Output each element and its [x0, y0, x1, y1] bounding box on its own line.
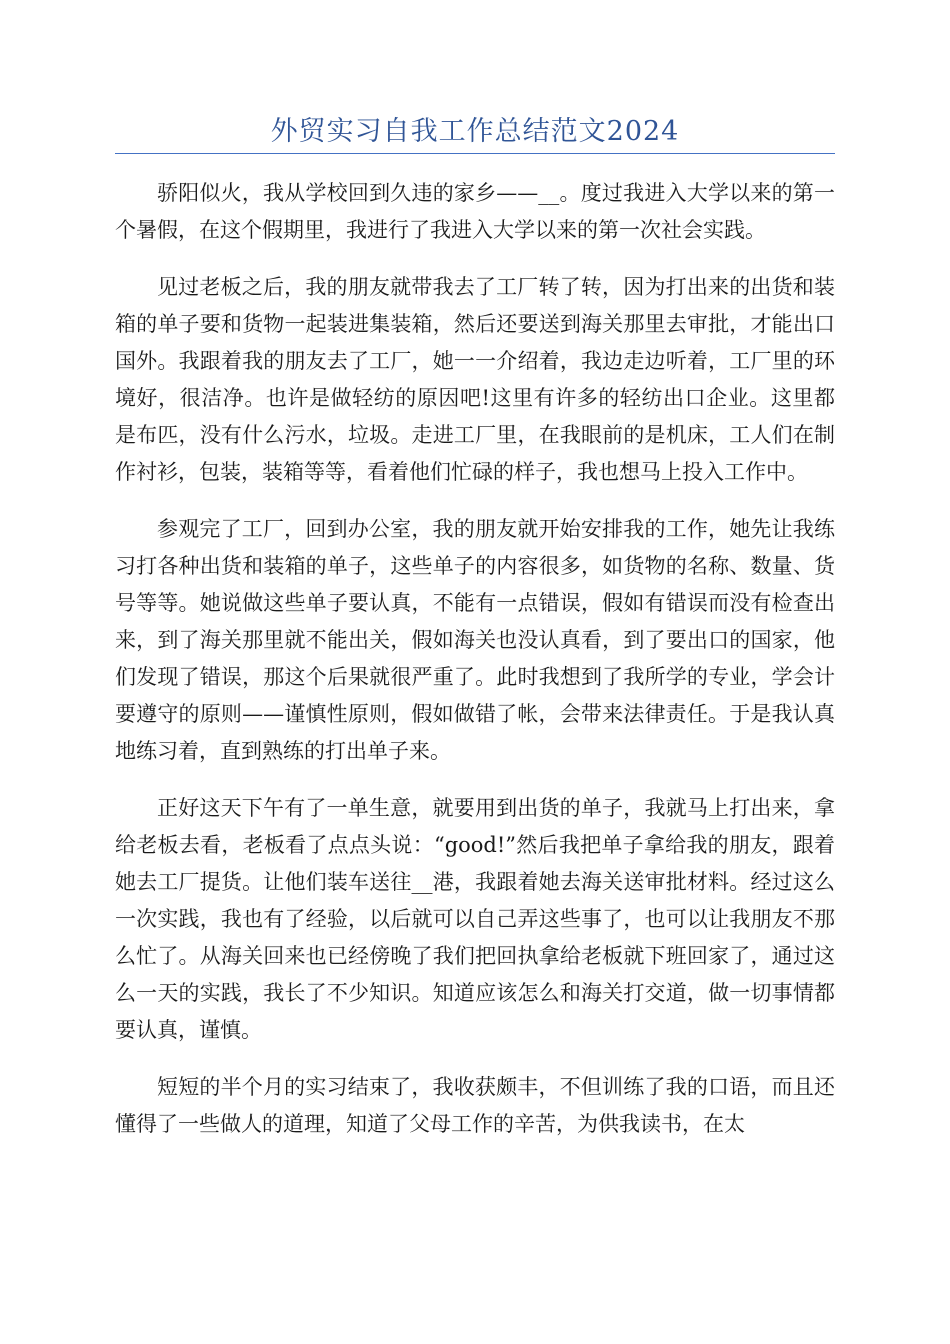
document-title: 外贸实习自我工作总结范文2024 — [270, 116, 680, 147]
paragraph: 短短的半个月的实习结束了，我收获颇丰，不但训练了我的口语，而且还懂得了一些做人的道理，知道了父母工作的辛苦，为供我读书，在太 — [115, 1075, 835, 1136]
title-underline — [115, 153, 835, 154]
document-body — [115, 175, 835, 1163]
paragraph: 见过老板之后，我的朋友就带我去了工厂转了转，因为打出来的出货和装箱的单子要和货物一起装进集装箱，然后还要送到海关那里去审批，才能出口国外。我跟着我的朋友去了工厂，她一一介绍着，我边走边听着，工厂里的环境好，很洁净。也许是做轻纺的原因吧!这里有许多的轻纺出口企业。这里都是布匹，没有什么污水，垃圾。走进工厂里，在我眼前的是机床，工人们在制作衬衫，包装，装箱等等，看着他们忙碌的样子，我也想马上投入工作中。 — [115, 275, 835, 484]
paragraph: 参观完了工厂，回到办公室，我的朋友就开始安排我的工作，她先让我练习打各种出货和装箱的单子，这些单子的内容很多，如货物的名称、数量、货号等等。她说做这些单子要认真，不能有一点错误，假如有错误而没有检查出来，到了海关那里就不能出关，假如海关也没认真看，到了要出口的国家，他们发现了错误，那这个后果就很严重了。此时我想到了我所学的专业，学会计要遵守的原则——谨慎性原则，假如做错了帐，会带来法律责任。于是我认真地练习着，直到熟练的打出单子来。 — [115, 517, 835, 763]
paragraph: 骄阳似火，我从学校回到久违的家乡——__。度过我进入大学以来的第一个暑假，在这个假期里，我进行了我进入大学以来的第一次社会实践。 — [115, 181, 835, 242]
paragraph: 正好这天下午有了一单生意，就要用到出货的单子，我就马上打出来，拿给老板去看，老板看了点点头说：“good!”然后我把单子拿给我的朋友，跟着她去工厂提货。让他们装车送往__港，我跟着她去海关送审批材料。经过这么一次实践，我也有了经验，以后就可以自己弄这些事了，也可以让我朋友不那么忙了。从海关回来也已经傍晚了我们把回执拿给老板就下班回家了，通过这么一天的实践，我长了不少知识。知道应该怎么和海关打交道，做一切事情都要认真，谨慎。 — [115, 796, 835, 1042]
